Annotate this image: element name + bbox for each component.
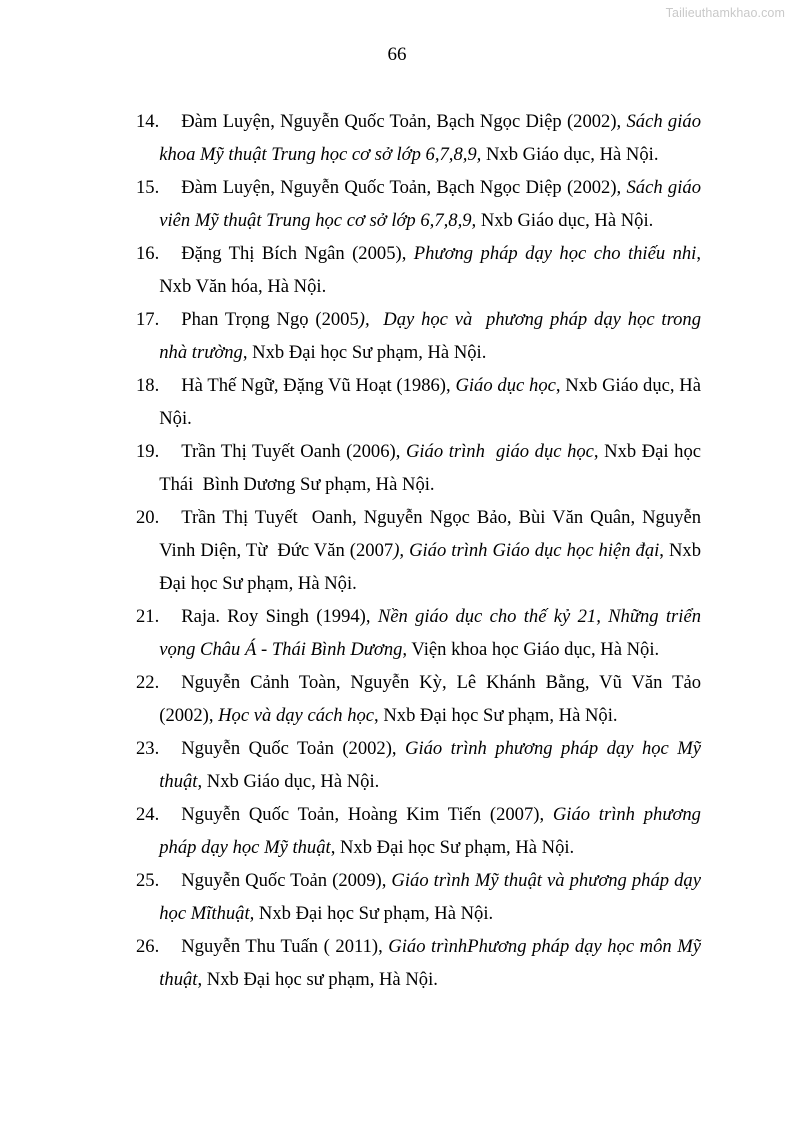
reference-title: Học và dạy cách học	[218, 705, 375, 726]
reference-text	[159, 798, 706, 864]
reference-title: Nền giáo dục cho thế kỷ 21, Những triển vọng Châu Á - Thái Bình Dương,	[159, 606, 706, 660]
reference-publisher: Viện khoa học Giáo dục, Hà Nội.	[407, 639, 660, 660]
reference-authors-year: Phan Trọng Ngọ (2005	[181, 309, 359, 330]
reference-authors-year: Trần Thị Tuyết Oanh (2006),	[181, 441, 406, 462]
reference-number: 24.	[136, 804, 160, 825]
reference-title: Giáo trìnhPhương pháp dạy học môn Mỹ thuật	[159, 936, 706, 990]
reference-number: 15.	[136, 177, 160, 198]
reference-entry	[136, 930, 706, 996]
reference-entry	[136, 237, 706, 303]
reference-text	[159, 303, 706, 369]
reference-publisher: , Nxb Đại học Sư phạm, Hà Nội.	[374, 705, 618, 726]
reference-authors-year: Nguyễn Quốc Toản, Hoàng Kim Tiến (2007),	[181, 804, 553, 825]
reference-number: 22.	[136, 672, 160, 693]
reference-text	[159, 732, 706, 798]
reference-number: 16.	[136, 243, 160, 264]
reference-publisher: , Nxb Đại học sư phạm, Hà Nội.	[197, 969, 438, 990]
reference-text	[159, 501, 706, 600]
reference-entry	[136, 666, 706, 732]
reference-title: ), Giáo trình Giáo dục học hiện đại	[393, 540, 660, 561]
reference-authors-year: Nguyễn Thu Tuấn ( 2011),	[181, 936, 389, 957]
reference-number: 26.	[136, 936, 160, 957]
watermark-text: Tailieuthamkhao.com	[665, 6, 785, 20]
reference-publisher: Nxb Giáo dục, Hà Nội.	[476, 210, 654, 231]
reference-entry	[136, 105, 706, 171]
reference-authors-year: Đặng Thị Bích Ngân (2005),	[181, 243, 414, 264]
reference-text	[159, 600, 706, 666]
reference-entry	[136, 732, 706, 798]
reference-text	[159, 666, 706, 732]
reference-entry	[136, 171, 706, 237]
reference-authors-year: Đàm Luyện, Nguyễn Quốc Toản, Bạch Ngọc Diệp (2002),	[181, 111, 627, 132]
reference-publisher: , Nxb Giáo dục, Hà Nội.	[197, 771, 380, 792]
reference-text	[159, 930, 706, 996]
reference-text	[159, 864, 706, 930]
page-number: 66	[387, 44, 407, 65]
reference-title: ), Dạy học và phương pháp dạy học trong nhà trường	[159, 309, 706, 363]
reference-entry	[136, 501, 706, 600]
reference-title: Sách giáo viên Mỹ thuật Trung học cơ sở lớp 6,7,8,9,	[159, 177, 706, 231]
reference-number: 25.	[136, 870, 160, 891]
reference-publisher: , Nxb Đại học Sư phạm, Hà Nội.	[330, 837, 575, 858]
reference-authors-year: Nguyễn Quốc Toản (2009),	[181, 870, 392, 891]
reference-publisher: Nxb Đại học Sư phạm, Hà Nội.	[254, 903, 494, 924]
reference-number: 23.	[136, 738, 160, 759]
reference-publisher: , Nxb Đại học Thái Bình Dương Sư phạm, Hà Nội.	[159, 441, 706, 495]
reference-title: Giáo trình giáo dục học	[405, 441, 594, 462]
reference-text	[159, 237, 706, 303]
reference-authors-year: Hà Thế Ngữ, Đặng Vũ Hoạt (1986),	[181, 375, 456, 396]
reference-publisher: , Nxb Giáo dục, Hà Nội.	[159, 375, 706, 429]
reference-authors-year: Raja. Roy Singh (1994),	[181, 606, 378, 627]
reference-entry	[136, 369, 706, 435]
reference-entry	[136, 864, 706, 930]
reference-text	[159, 435, 706, 501]
reference-authors-year: Nguyễn Cảnh Toàn, Nguyễn Kỳ, Lê Khánh Bằng, Vũ Văn Tảo (2002),	[159, 672, 706, 726]
reference-number: 17.	[136, 309, 160, 330]
reference-title: Sách giáo khoa Mỹ thuật Trung học cơ sở lớp 6,7,8,9,	[159, 111, 706, 165]
reference-title: Giáo trình Mỹ thuật và phương pháp dạy học Mĩthuật,	[159, 870, 706, 924]
reference-entry	[136, 435, 706, 501]
reference-title: Giáo trình phương pháp dạy học Mỹ thuật	[159, 804, 706, 858]
reference-entry	[136, 303, 706, 369]
reference-text	[159, 369, 706, 435]
reference-entry	[136, 798, 706, 864]
reference-publisher: Nxb Giáo dục, Hà Nội.	[481, 144, 659, 165]
reference-text	[159, 171, 706, 237]
reference-title: Phương pháp dạy học cho thiếu nhi	[413, 243, 697, 264]
reference-publisher: , Nxb Đại học Sư phạm, Hà Nội.	[159, 540, 706, 594]
reference-number: 20.	[136, 507, 160, 528]
reference-publisher: , Nxb Văn hóa, Hà Nội.	[159, 243, 706, 297]
reference-list	[136, 105, 706, 996]
reference-title: Giáo trình phương pháp dạy học Mỹ thuật	[159, 738, 706, 792]
reference-authors-year: Đàm Luyện, Nguyễn Quốc Toản, Bạch Ngọc Diệp (2002),	[181, 177, 627, 198]
reference-authors-year: Trần Thị Tuyết Oanh, Nguyễn Ngọc Bảo, Bùi Văn Quân, Nguyễn Vinh Diện, Từ Đức Văn (2007	[159, 507, 706, 561]
reference-title: Giáo dục học	[455, 375, 556, 396]
reference-number: 19.	[136, 441, 160, 462]
reference-number: 14.	[136, 111, 160, 132]
reference-authors-year: Nguyễn Quốc Toản (2002),	[181, 738, 406, 759]
reference-number: 18.	[136, 375, 160, 396]
reference-text	[159, 105, 706, 171]
reference-entry	[136, 600, 706, 666]
reference-publisher: , Nxb Đại học Sư phạm, Hà Nội.	[242, 342, 487, 363]
reference-number: 21.	[136, 606, 160, 627]
